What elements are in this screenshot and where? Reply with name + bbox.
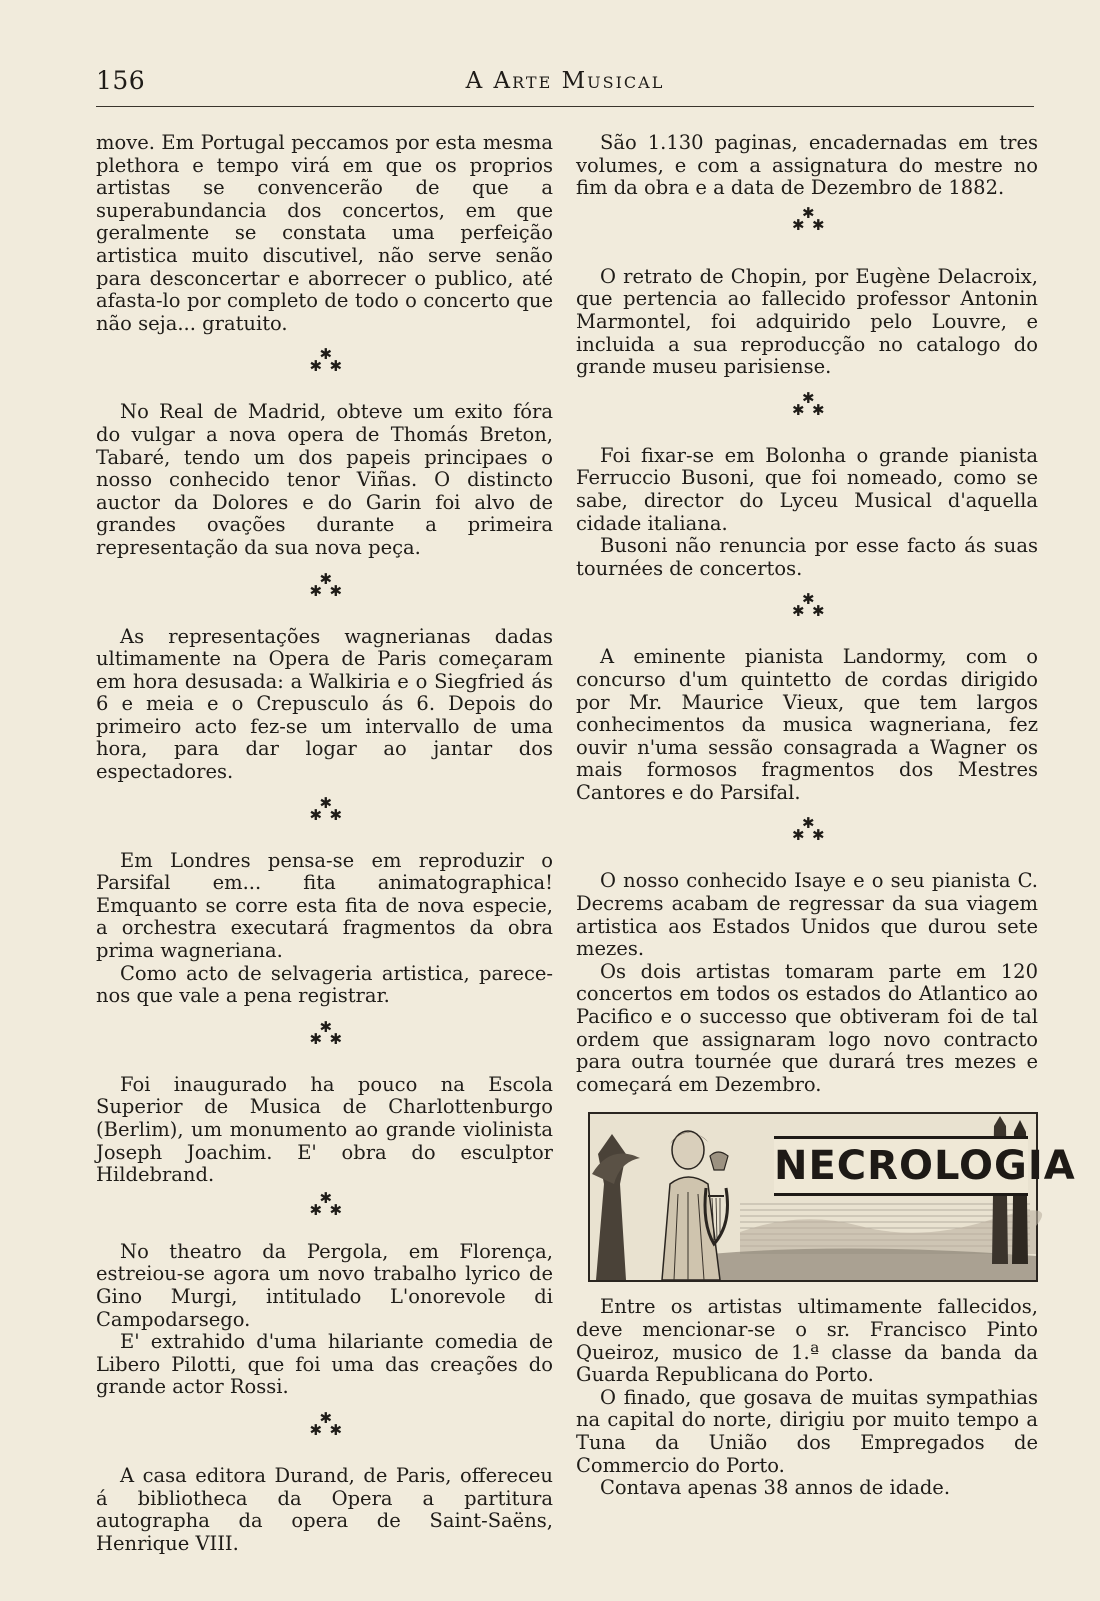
necrology-heading: NECROLOGIA: [774, 1136, 1028, 1196]
asterism-separator: ✱ ✱ ✱: [792, 388, 825, 419]
left-column: [96, 132, 553, 1555]
paragraph: A casa editora Durand, de Paris, offereceu á bibliotheca da Opera a partitura autographa da opera de Saint-Saëns, Henrique VIII.: [96, 1463, 553, 1555]
asterism-separator: ✱ ✱ ✱: [792, 590, 825, 621]
asterism-separator: ✱ ✱ ✱: [309, 793, 343, 824]
page-number: 156: [96, 66, 146, 95]
paragraph: Os dois artistas tomaram parte em 120 concertos em todos os estados do Atlantico ao Pacifico e o successo que obtiveram foi de tal ordem que assignaram logo novo contracto para outra tournée que durará tres mezes e começará em Dezembro.: [576, 959, 1038, 1096]
page-header: [96, 66, 1034, 107]
asterism-separator: ✱ ✱ ✱: [309, 1408, 343, 1439]
asterism-separator: ✱ ✱ ✱: [792, 203, 825, 234]
paragraph: Foi inaugurado ha pouco na Escola Superior de Musica de Charlottenburgo (Berlim), um monumento ao grande violinista Joseph Joachim. E' obra do esculptor Hildebrand.: [96, 1072, 553, 1187]
paragraph: Contava apenas 38 annos de idade.: [600, 1476, 951, 1500]
right-column: [576, 131, 1076, 1500]
paragraph: No theatro da Pergola, em Florença, estreiou-se agora um novo trabalho lyrico de Gino Murgi, intitulado L'onorevole di Campodarsego.: [96, 1239, 553, 1331]
necrology-banner-illustration: [588, 1112, 1076, 1282]
paragraph: O finado, que gosava de muitas sympathias na capital do norte, dirigiu por muito tempo a Tuna da União dos Empregados de Commercio do Porto.: [576, 1385, 1038, 1477]
paragraph: move. Em Portugal peccamos por esta mesma plethora e tempo virá em que os proprios artistas se convencerão de que a superabundancia dos concertos, em que geralmente se constata uma perfeição artistica muito discutivel, não serve senão para desconcertar e aborrecer o publico, até afasta-lo por completo de todo o concerto que não seja... gratuito.: [96, 131, 553, 335]
paragraph: Busoni não renuncia por esse facto ás suas tournées de concertos.: [576, 534, 1038, 580]
paragraph: As representações wagnerianas dadas ultimamente na Opera de Paris começaram em hora desusada: a Walkiria e o Siegfried ás 6 e meia e o Crepusculo ás 6. Depois do primeiro acto fez-se um intervallo de uma hora, para dar logar ao jantar dos espectadores.: [96, 624, 553, 784]
asterism-separator: ✱ ✱ ✱: [309, 1188, 343, 1219]
paragraph: E' extrahido d'uma hilariante comedia de Libero Pilotti, que foi uma das creações do grande actor Rossi.: [96, 1330, 553, 1399]
paragraph: O nosso conhecido Isaye e o seu pianista C. Decrems acabam de regressar da sua viagem artistica aos Estados Unidos que durou sete mezes.: [576, 869, 1038, 961]
running-title: A Arte Musical: [465, 68, 665, 94]
asterism-separator: ✱ ✱ ✱: [792, 814, 825, 845]
asterism-separator: ✱ ✱ ✱: [309, 1017, 343, 1048]
paragraph: Como acto de selvageria artistica, parece-nos que vale a pena registrar.: [96, 961, 553, 1008]
paragraph: O retrato de Chopin, por Eugène Delacroix, que pertencia ao fallecido professor Antonin Marmontel, foi adquirido pelo Louvre, e incluida a sua reproducção no catalogo do grande museu parisiense.: [576, 264, 1038, 379]
paragraph: Foi fixar-se em Bolonha o grande pianista Ferruccio Busoni, que foi nomeado, como se sabe, director do Lyceu Musical d'aquella cidade italiana.: [576, 443, 1038, 535]
paragraph: A eminente pianista Landormy, com o concurso d'um quintetto de cordas dirigido por Mr. Maurice Vieux, que tem largos conhecimentos da musica wagneriana, fez ouvir n'uma sessão consagrada a Wagner os mais formosos fragmentos dos Mestres Cantores e do Parsifal.: [576, 645, 1038, 804]
paragraph: No Real de Madrid, obteve um exito fóra do vulgar a nova opera de Thomás Breton, Tabaré, tendo um dos papeis principaes o nosso conhecido tenor Viñas. O distincto auctor da Dolores e do Garin foi alvo de grandes ovações durante a primeira representação da sua nova peça.: [96, 400, 553, 559]
asterism-separator: ✱ ✱ ✱: [309, 569, 343, 600]
asterism-separator: ✱ ✱ ✱: [309, 345, 343, 376]
paragraph: São 1.130 paginas, encadernadas em tres volumes, e com a assignatura do mestre no fim da obra e a data de Dezembro de 1882.: [576, 131, 1038, 200]
paragraph: Em Londres pensa-se em reproduzir o Parsifal em... fita animatographica! Emquanto se corre esta fita de nova especie, a orchestra executará fragmentos da obra prima wagneriana.: [96, 848, 553, 963]
paragraph: Entre os artistas ultimamente fallecidos, deve mencionar-se o sr. Francisco Pinto Queiroz, musico de 1.ª classe da banda da Guarda Republicana do Porto.: [576, 1295, 1038, 1387]
